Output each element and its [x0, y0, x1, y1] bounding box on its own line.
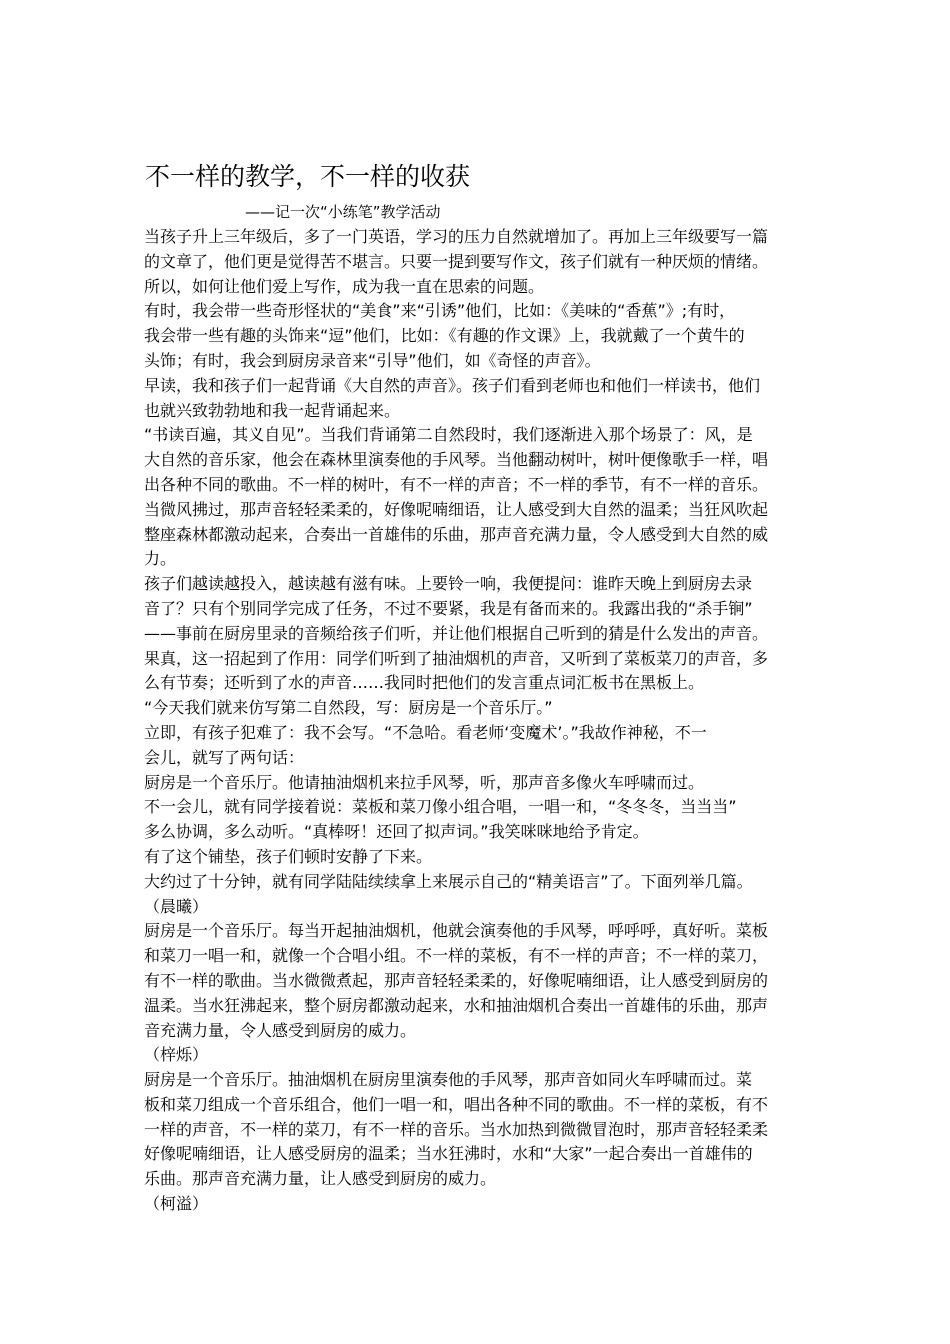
body-line: 有了这个铺垫，孩子们顿时安静了下来。	[144, 846, 433, 866]
body-line: “书读百遍，其义自见”。当我们背诵第二自然段时，我们逐渐进入那个场景了：风，是	[144, 425, 753, 445]
document-body	[144, 225, 814, 1217]
body-line: 孩子们越读越投入，越读越有滋有味。上要铃一响，我便提问：谁昨天晚上到厨房去录	[144, 574, 753, 594]
body-line: 厨房是一个音乐厅。他请抽油烟机来拉手风琴，听，那声音多像火车呼啸而过。	[144, 772, 705, 792]
body-line: 好像呢喃细语，让人感受厨房的温柔；当水狂沸时，水和“大家”一起合奏出一首雄伟的	[144, 1144, 753, 1164]
body-line: 不一会儿，就有同学接着说：菜板和菜刀像小组合唱，一唱一和，“冬冬冬，当当当”	[144, 797, 737, 817]
body-line: 大自然的音乐家，他会在森林里演奏他的手风琴。当他翻动树叶，树叶便像歌手一样，唱	[144, 450, 769, 470]
body-line: “今天我们就来仿写第二自然段，写：厨房是一个音乐厅。”	[144, 698, 553, 718]
body-line: 所以，如何让他们爱上写作，成为我一直在思索的问题。	[144, 276, 545, 296]
body-line: （柯溢）	[144, 1194, 209, 1214]
body-line: （晨曦）	[144, 896, 209, 916]
body-line: 立即，有孩子犯难了：我不会写。“不急哈。看老师‘变魔术’。”我故作神秘，不一	[144, 722, 707, 742]
body-line: 和菜刀一唱一和，就像一个合唱小组。不一样的菜板，有不一样的声音；不一样的菜刀，	[144, 946, 769, 966]
body-line: 有时，我会带一些奇形怪状的“美食”来“引诱”他们，比如：《美味的“香蕉”》;有时，	[144, 301, 736, 321]
body-line: 出各种不同的歌曲。不一样的树叶，有不一样的声音；不一样的季节，有不一样的音乐。	[144, 474, 769, 494]
body-line: 果真，这一招起到了作用：同学们听到了抽油烟机的声音，又听到了菜板菜刀的声音，多	[144, 648, 769, 668]
body-line: 当微风拂过，那声音轻轻柔柔的，好像呢喃细语，让人感受到大自然的温柔；当狂风吹起	[144, 499, 769, 519]
body-line: 当孩子升上三年级后，多了一门英语，学习的压力自然就增加了。再加上三年级要写一篇	[144, 227, 769, 246]
body-line: 我会带一些有趣的头饰来“逗”他们，比如：《有趣的作文课》上，我就戴了一个黄牛的	[144, 326, 745, 346]
document-subtitle: ——记一次“小练笔”教学活动	[245, 203, 441, 221]
body-line: 板和菜刀组成一个音乐组合，他们一唱一和，唱出各种不同的歌曲。不一样的菜板，有不	[144, 1094, 769, 1114]
body-line: 多么协调，多么动听。“真棒呀！还回了拟声词。”我笑咪咪地给予肯定。	[144, 822, 649, 842]
body-line: 么有节奏；还听到了水的声音……我同时把他们的发言重点词汇板书在黑板上。	[144, 673, 705, 693]
body-line: 音了？只有个别同学完成了任务，不过不要紧，我是有备而来的。我露出我的“杀手锏”	[144, 598, 753, 618]
body-line: 厨房是一个音乐厅。抽油烟机在厨房里演奏他的手风琴，那声音如同火车呼啸而过。菜	[144, 1070, 753, 1090]
body-line: 头饰；有时，我会到厨房录音来“引导”他们，如《奇怪的声音》。	[144, 350, 601, 370]
body-line: 音充满力量，令人感受到厨房的威力。	[144, 1020, 417, 1040]
body-line: 一样的声音，不一样的菜刀，有不一样的音乐。当水加热到微微冒泡时，那声音轻轻柔柔	[144, 1119, 769, 1139]
body-line: 会儿，就写了两句话：	[144, 747, 305, 767]
document-title: 不一样的教学，不一样的收获	[145, 162, 471, 191]
body-line: 的文章了，他们更是觉得苦不堪言。只要一提到要写作文，孩子们就有一种厌烦的情绪。	[144, 251, 769, 271]
body-line: 有不一样的歌曲。当水微微煮起，那声音轻轻柔柔的，好像呢喃细语，让人感受到厨房的	[144, 970, 769, 990]
body-line: 早读，我和孩子们一起背诵《大自然的声音》。孩子们看到老师也和他们一样读书，他们	[144, 375, 761, 395]
body-line: 大约过了十分钟，就有同学陆陆续续拿上来展示自己的“精美语言”了。下面列举几篇。	[144, 871, 753, 891]
body-line: 也就兴致勃勃地和我一起背诵起来。	[144, 400, 401, 420]
body-line: 温柔。当水狂沸起来，整个厨房都激动起来，水和抽油烟机合奏出一首雄伟的乐曲，那声	[144, 995, 769, 1015]
body-line: 乐曲。那声音充满力量，让人感受到厨房的威力。	[144, 1169, 497, 1189]
body-line: （梓烁）	[144, 1045, 209, 1065]
body-line: 整座森林都激动起来，合奏出一首雄伟的乐曲，那声音充满力量，令人感受到大自然的威	[144, 524, 769, 544]
body-line: 力。	[144, 549, 177, 569]
body-line: ——事前在厨房里录的音频给孩子们听，并让他们根据自己听到的猜是什么发出的声音。	[144, 623, 769, 643]
body-line: 厨房是一个音乐厅。每当开起抽油烟机，他就会演奏他的手风琴，呼呼呼，真好听。菜板	[144, 921, 769, 941]
